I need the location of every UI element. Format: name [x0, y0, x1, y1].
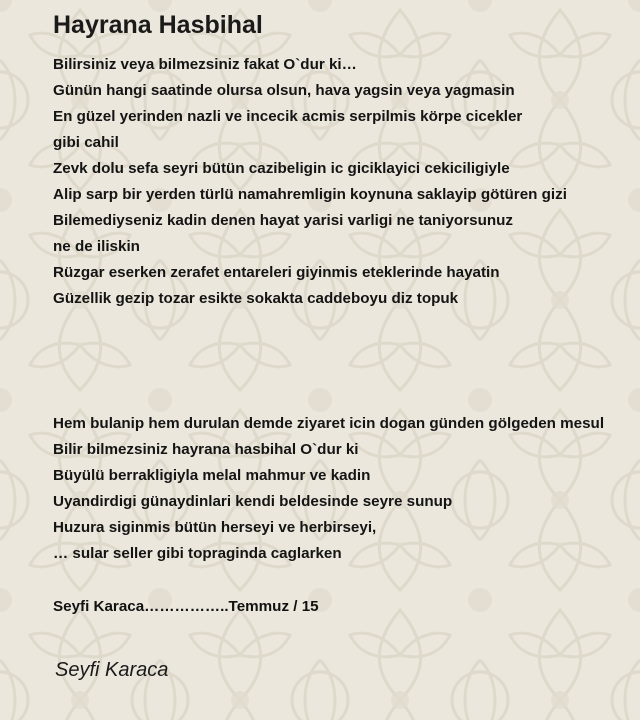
poem-line: … sular seller gibi topraginda caglarken [53, 545, 342, 562]
poem-line: gibi cahil [53, 134, 119, 151]
poem-line: Bilemediyseniz kadin denen hayat yarisi varligi ne taniyorsunuz [53, 212, 513, 229]
poem-line: Uyandirdigi günaydinlari kendi beldesinde seyre sunup [53, 493, 453, 510]
poem-title: Hayrana Hasbihal [53, 11, 263, 39]
poem-line: Bilir bilmezsiniz hayrana hasbihal O`dur ki [53, 441, 359, 458]
poem-line: Güzellik gezip tozar esikte sokakta caddeboyu diz topuk [53, 290, 459, 307]
poem-line: Huzura siginmis bütün herseyi ve herbirseyi, [53, 519, 377, 536]
poem-line: Hem bulanip hem durulan demde ziyaret icin dogan günden gölgeden mesul [53, 415, 605, 432]
poem-line: Büyülü berrakligiyla melal mahmur ve kadin [53, 467, 371, 484]
stanza-1 [53, 52, 567, 312]
poem-line: Alip sarp bir yerden türlü namahremligin koynuna saklayip götüren gizi [53, 186, 567, 203]
poem-line: Rüzgar eserken zerafet entareleri giyinmis eteklerinde hayatin [53, 264, 500, 281]
stanza-2 [53, 411, 604, 567]
poem-line: ne de iliskin [53, 238, 140, 255]
poem-line: Zevk dolu sefa seyri bütün cazibeligin ic giciklayici cekiciligiyle [53, 160, 510, 177]
poem-line: Bilirsiniz veya bilmezsiniz fakat O`dur ki… [53, 56, 357, 73]
poem-signature: Seyfi Karaca……………..Temmuz / 15 [53, 598, 319, 615]
poem-line: En güzel yerinden nazli ve incecik acmis serpilmis körpe cicekler [53, 108, 523, 125]
poem-line: Günün hangi saatinde olursa olsun, hava yagsin veya yagmasin [53, 82, 515, 99]
author-name: Seyfi Karaca [55, 659, 169, 681]
